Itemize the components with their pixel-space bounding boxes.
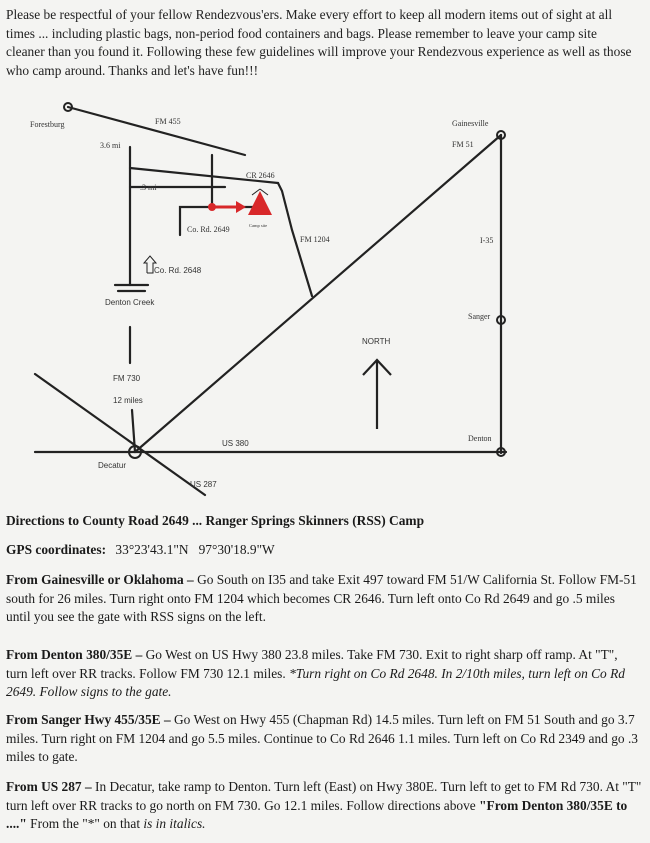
sanger-text: Go West on Hwy 455 (Chapman Rd) 14.5 miles. Turn left on FM 51 South and go 3.7 miles. Turn right on FM 1204 and go 5.5 miles. Continue to Co Rd 2646 1.1 miles. Turn left on Co Rd 2349 and go .3 miles to gate. [6, 712, 639, 764]
label-co-rd-2648: Co. Rd. 2648 [154, 266, 202, 275]
directions-sanger [6, 711, 642, 767]
directions-gainesville [6, 571, 642, 627]
label-cr2646: CR 2646 [246, 171, 275, 180]
label-denton: Denton [468, 434, 492, 443]
label-fm1204: FM 1204 [300, 235, 330, 244]
label-denton-creek: Denton Creek [105, 298, 155, 307]
north-arrow-icon [363, 360, 391, 429]
label-fm51: FM 51 [452, 140, 474, 149]
gps-label: GPS coordinates: [6, 542, 107, 557]
directions-denton [6, 646, 642, 702]
road-us287 [35, 374, 205, 495]
gps-line [6, 541, 642, 560]
us287-italic-end: is in italics. [143, 816, 206, 831]
us287-text: In Decatur, take ramp to Denton. Turn left (East) on Hwy 380E. Turn left to get to FM Rd 730. At "T" turn left over RR tracks to go north on FM 730. Go 12.1 miles. Follow directions above [6, 779, 642, 813]
road-fm51 [135, 135, 501, 452]
camp-pointer-icon [208, 201, 246, 213]
road-map [0, 95, 650, 510]
label-forestburg: Forestburg [30, 120, 65, 129]
label-us287: US 287 [190, 480, 217, 489]
label-camp-site: Camp site [249, 223, 268, 228]
label-north: NORTH [362, 337, 391, 346]
denton-text: Go West on US Hwy 380 23.8 miles. Take FM 730. Exit to right sharp off ramp. At "T", turn left over RR tracks. Follow FM 730 12.1 miles. [6, 647, 618, 681]
us287-bold-quote: "From Denton 380/35E to ...." [6, 797, 628, 831]
label-us380: US 380 [222, 439, 249, 448]
camp-tent-icon [248, 189, 272, 215]
gps-value: 33°23'43.1"N 97°30'18.9"W [115, 542, 275, 557]
gainesville-title: From Gainesville or Oklahoma – [6, 572, 194, 587]
label-decatur: Decatur [98, 461, 127, 470]
label-12-miles: 12 miles [113, 396, 143, 405]
label-3-mi: .3 mi [140, 183, 157, 192]
denton-italic: *Turn right on Co Rd 2648. In 2/10th miles, turn left on Co Rd 2649. Follow signs to the gate. [6, 665, 625, 699]
label-fm455: FM 455 [155, 117, 181, 126]
label-gainesville: Gainesville [452, 119, 489, 128]
label-fm730: FM 730 [113, 374, 141, 383]
sanger-title: From Sanger Hwy 455/35E – [6, 712, 171, 727]
label-i35: I-35 [480, 236, 494, 245]
us287-text2: From the "*" on that [26, 816, 144, 831]
us287-title: From US 287 – [6, 779, 92, 794]
directions-heading: Directions to County Road 2649 ... Ranger Springs Skinners (RSS) Camp [6, 513, 425, 528]
directions-us287 [6, 778, 642, 834]
label-co-rd-2649: Co. Rd. 2649 [187, 225, 230, 234]
denton-title: From Denton 380/35E – [6, 647, 143, 662]
intro-paragraph: Please be respectful of your fellow Rendezvous'ers. Make every effort to keep all modern items out of sight at all times ... including plastic bags, non-period food containers and bags. Please remember to leave your camp site cleaner than you found it. Following these few guidelines will improve your Rendezvous experience as well as those who camp around. Thanks and let's have fun!!! [6, 7, 632, 78]
gainesville-text: Go South on I35 and take Exit 497 toward FM 51/W California St. Follow FM-51 south for 26 miles. Turn right onto FM 1204 which becomes CR 2646. Turn left onto Co Rd 2649 and go .5 miles until you see the gate with RSS signs on the left. [6, 572, 637, 624]
label-3-6-mi: 3.6 mi [100, 141, 121, 150]
label-sanger: Sanger [468, 312, 491, 321]
road-fm455 [68, 107, 245, 155]
